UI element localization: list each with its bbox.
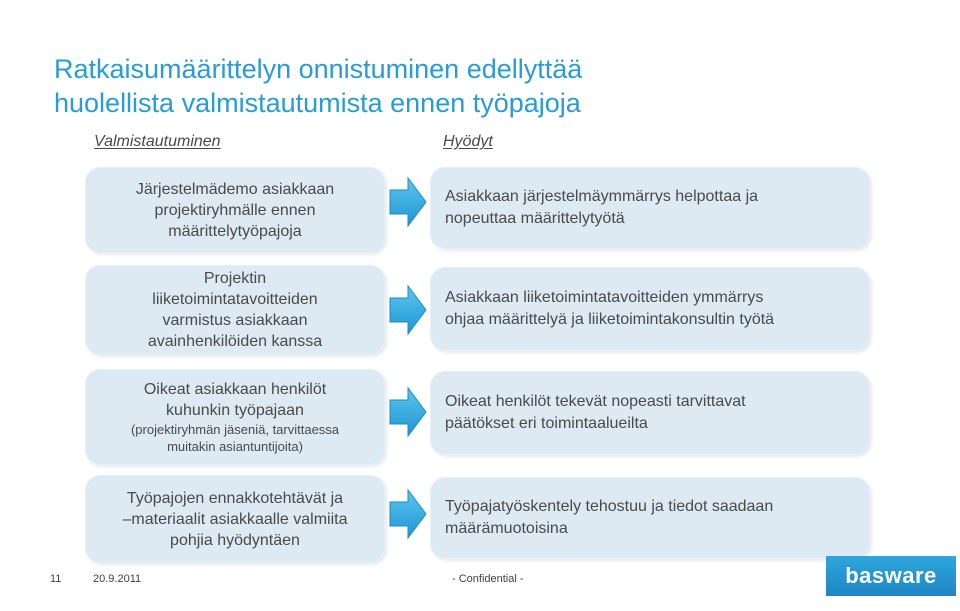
preparation-text: kuhunkin työpajaan <box>166 402 304 419</box>
title-line-1: Ratkaisumäärittelyn onnistuminen edellyttää <box>54 54 583 84</box>
benefit-text: Asiakkaan liiketoimintatavoitteiden ymmärrys <box>445 289 764 306</box>
column-header-preparation: Valmistautuminen <box>94 133 221 150</box>
preparation-note: muitakin asiantuntijoita) <box>167 439 303 454</box>
confidential-label: - Confidential - <box>452 573 524 585</box>
page-number: 11 <box>50 573 62 585</box>
benefit-box-3 <box>431 372 869 454</box>
preparation-text: pohjia hyödyntäen <box>170 531 300 549</box>
benefit-text: ohjaa määrittelyä ja liiketoimintakonsultin työtä <box>445 311 775 328</box>
preparation-box-4 <box>86 476 384 562</box>
preparation-text: projektiryhmälle ennen <box>154 201 316 219</box>
benefit-box-2 <box>431 268 869 350</box>
column-header-benefits: Hyödyt <box>443 133 493 150</box>
benefit-box-1 <box>431 168 869 248</box>
benefit-text: määrämuotoisina <box>445 520 568 537</box>
preparation-text: määrittelytyöpajoja <box>168 222 302 240</box>
basware-logo: basware <box>826 556 956 596</box>
preparation-text: –materiaalit asiakkaalle valmiita <box>122 510 348 528</box>
preparation-text: Työpajojen ennakkotehtävät ja <box>126 489 344 507</box>
arrow-right-icon <box>388 284 428 336</box>
preparation-box-3 <box>86 370 384 464</box>
preparation-text: avainhenkilöiden kanssa <box>147 333 323 350</box>
benefit-text: nopeuttaa määrittelytyötä <box>445 210 625 227</box>
preparation-text: Projektin <box>203 270 267 287</box>
preparation-text: varmistus asiakkaan <box>162 312 308 329</box>
preparation-text: liiketoimintatavoitteiden <box>152 291 318 308</box>
footer-date: 20.9.2011 <box>93 573 142 585</box>
benefit-text: päätökset eri toimintaalueilta <box>445 415 648 432</box>
preparation-text: Järjestelmädemo asiakkaan <box>135 180 335 198</box>
benefit-text: Asiakkaan järjestelmäymmärrys helpottaa ja <box>445 188 759 205</box>
benefit-text: Oikeat henkilöt tekevät nopeasti tarvittavat <box>445 393 746 410</box>
preparation-note: (projektiryhmän jäseniä, tarvittaessa <box>130 422 340 437</box>
arrow-right-icon <box>388 386 428 438</box>
arrow-right-icon <box>388 176 428 228</box>
slide-title <box>54 52 934 120</box>
preparation-text: Oikeat asiakkaan henkilöt <box>143 381 327 398</box>
preparation-box-2 <box>86 266 384 354</box>
title-line-2: huolellista valmistautumista ennen työpajoja <box>54 88 581 118</box>
benefit-text: Työpajatyöskentely tehostuu ja tiedot saadaan <box>445 498 774 515</box>
arrow-right-icon <box>388 488 428 540</box>
preparation-box-1 <box>86 168 384 252</box>
benefit-box-4 <box>431 478 869 558</box>
